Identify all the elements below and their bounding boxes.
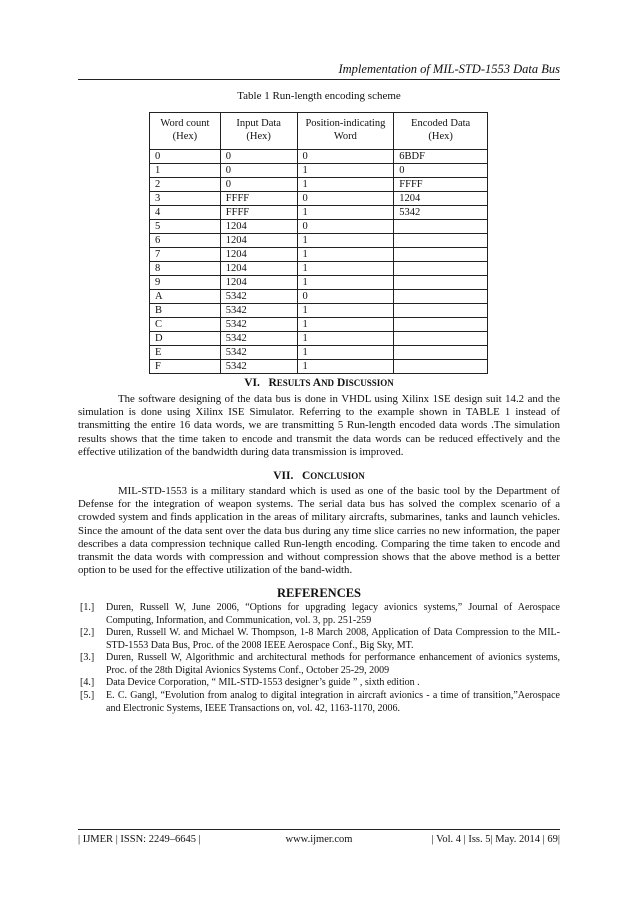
table-cell: FFFF — [394, 178, 488, 192]
table-cell: 1 — [297, 346, 394, 360]
table-cell — [394, 318, 488, 332]
table-row — [150, 290, 488, 304]
table-row — [150, 164, 488, 178]
reference-item-3 — [80, 652, 560, 677]
col-header-input-data: Input Data (Hex) — [220, 113, 297, 150]
table-cell: 1204 — [220, 276, 297, 290]
reference-number: [2.] — [80, 627, 95, 638]
section-6-body: The software designing of the data bus is done in VHDL using Xilinx 1SE design suit 14.2 and the simulation is done using Xilinx ISE Simulator. Referring to the example shown in TABLE 1 instead of transmitting the entire 16 data words, we are transmitting 5 Run-length encoded data words .The simulation results shows that the time taken to encode and transmit the data words can be reduced effectively and the effective utilization of the bandwidth during data transmission is improved. — [78, 393, 560, 458]
table-row — [150, 234, 488, 248]
running-header: Implementation of MIL-STD-1553 Data Bus — [338, 62, 560, 76]
table-cell: 0 — [297, 290, 394, 304]
table-header-row — [150, 113, 488, 150]
table-cell: 1 — [297, 234, 394, 248]
table-cell: 5342 — [220, 346, 297, 360]
table-cell: 1 — [297, 304, 394, 318]
table-row — [150, 206, 488, 220]
reference-item-2 — [80, 627, 560, 652]
table-cell: 1 — [297, 360, 394, 374]
table-row — [150, 332, 488, 346]
table-cell: 0 — [150, 150, 221, 164]
reference-text: Data Device Corporation, “ MIL-STD-1553 designer’s guide ” , sixth edition . — [106, 677, 420, 688]
table-row — [150, 304, 488, 318]
reference-item-4 — [80, 677, 560, 690]
table-cell: 1 — [297, 276, 394, 290]
table-cell: 1 — [297, 248, 394, 262]
table-cell: 5342 — [394, 206, 488, 220]
table-cell — [394, 220, 488, 234]
table-cell — [394, 346, 488, 360]
table-row — [150, 220, 488, 234]
table-cell: 2 — [150, 178, 221, 192]
table-cell — [394, 276, 488, 290]
table-cell: 5 — [150, 220, 221, 234]
table-cell: A — [150, 290, 221, 304]
table-row — [150, 346, 488, 360]
reference-number: [3.] — [80, 652, 95, 663]
footer-volume-page: | Vol. 4 | Iss. 5| May. 2014 | 69| — [431, 834, 560, 845]
table-cell: FFFF — [220, 192, 297, 206]
reference-text: Duren, Russell W. and Michael W. Thompson, 1-8 March 2008, Application of Data Compression to the MIL-STD-1553 Data Bus, Proc. of the 2008 IEEE Aerospace Conf., Big Sky, MT. — [106, 627, 560, 651]
table-cell: 7 — [150, 248, 221, 262]
table-cell: 0 — [220, 164, 297, 178]
reference-number: [1.] — [80, 602, 95, 613]
section-6-title: VI. RESULTS AND DISCUSSION — [244, 377, 394, 389]
table-cell: 0 — [220, 178, 297, 192]
table-row — [150, 262, 488, 276]
table-body — [150, 150, 488, 374]
reference-number: [5.] — [80, 690, 95, 701]
table-cell: 6BDF — [394, 150, 488, 164]
table-row — [150, 318, 488, 332]
table-cell: 5342 — [220, 318, 297, 332]
table-cell: 5342 — [220, 332, 297, 346]
table-cell — [394, 332, 488, 346]
reference-text: E. C. Gangl, “Evolution from analog to digital integration in aircraft avionics - a time of transition,”Aerospace and Electronic Systems, IEEE Transactions on, vol. 42, 1163-1170, 2006. — [106, 690, 560, 714]
table-row — [150, 360, 488, 374]
table-cell: 1204 — [394, 192, 488, 206]
section-7-title: VII. CONCLUSION — [273, 470, 365, 482]
col-header-encoded-data: Encoded Data (Hex) — [394, 113, 488, 150]
table-row — [150, 150, 488, 164]
footer-rule — [78, 829, 560, 830]
table-cell: 4 — [150, 206, 221, 220]
table-cell: 0 — [297, 192, 394, 206]
table-cell: 1204 — [220, 262, 297, 276]
table-cell: 1204 — [220, 248, 297, 262]
table-cell: 1 — [297, 164, 394, 178]
table-cell: 3 — [150, 192, 221, 206]
table-cell: 6 — [150, 234, 221, 248]
table-cell: 8 — [150, 262, 221, 276]
table-cell — [394, 290, 488, 304]
table-cell: B — [150, 304, 221, 318]
table-cell — [394, 248, 488, 262]
table-cell: D — [150, 332, 221, 346]
col-header-position-word: Position-indicating Word — [297, 113, 394, 150]
col-header-word-count: Word count (Hex) — [150, 113, 221, 150]
header-rule — [78, 79, 560, 80]
table-cell — [394, 262, 488, 276]
table-cell: 5342 — [220, 304, 297, 318]
table-cell: 0 — [220, 150, 297, 164]
reference-text: Duren, Russell W, June 2006, “Options for upgrading legacy avionics systems,” Journal of Aerospace Computing, Information, and Communication, vol. 3, pp. 251-259 — [106, 602, 560, 626]
table-cell — [394, 304, 488, 318]
table-cell: 5342 — [220, 360, 297, 374]
table-cell: 0 — [297, 150, 394, 164]
table-row — [150, 192, 488, 206]
references-title: REFERENCES — [276, 586, 362, 600]
section-7-body: MIL-STD-1553 is a military standard which is used as one of the basic tool by the Department of Defense for the integration of weapon systems. The serial data bus has solved the complex scenario of a crowded system and finds application in the areas of military aircrafts, submarines, tanks and launch vehicles. Since the amount of the data sent over the data bus during any time slice carries no new information, the paper describes a data compression technique called Run-length encoding. Comparing the time taken to encode and transmit the data words with compression and without compression shows that the above method is a better option to be used for the effective utilization of the band-width. — [78, 485, 560, 577]
reference-text: Duren, Russell W, Algorithmic and architectural methods for performance enhancement of avionics systems, Proc. of the 28th Digital Avionics Systems Conf., October 25-29, 2009 — [106, 652, 560, 676]
table-cell: 1204 — [220, 220, 297, 234]
table-cell: E — [150, 346, 221, 360]
footer-website: www.ijmer.com — [285, 834, 353, 845]
table-cell: 1204 — [220, 234, 297, 248]
table-row — [150, 276, 488, 290]
table-cell: 1 — [297, 262, 394, 276]
table-cell: F — [150, 360, 221, 374]
rle-table — [149, 112, 488, 374]
table-cell: 1 — [297, 178, 394, 192]
table-cell: 9 — [150, 276, 221, 290]
table-cell: C — [150, 318, 221, 332]
table-cell — [394, 360, 488, 374]
table-cell: 0 — [394, 164, 488, 178]
table-cell: 0 — [297, 220, 394, 234]
reference-item-5 — [80, 690, 560, 715]
table-caption: Table 1 Run-length encoding scheme — [237, 90, 401, 102]
table-cell: 1 — [297, 318, 394, 332]
table-row — [150, 248, 488, 262]
table-row — [150, 178, 488, 192]
table-cell: 1 — [150, 164, 221, 178]
table-cell: FFFF — [220, 206, 297, 220]
table-cell: 1 — [297, 206, 394, 220]
table-cell: 5342 — [220, 290, 297, 304]
reference-number: [4.] — [80, 677, 95, 688]
footer-journal-issn: | IJMER | ISSN: 2249–6645 | — [78, 834, 201, 845]
reference-item-1 — [80, 602, 560, 627]
table-cell — [394, 234, 488, 248]
table-cell: 1 — [297, 332, 394, 346]
